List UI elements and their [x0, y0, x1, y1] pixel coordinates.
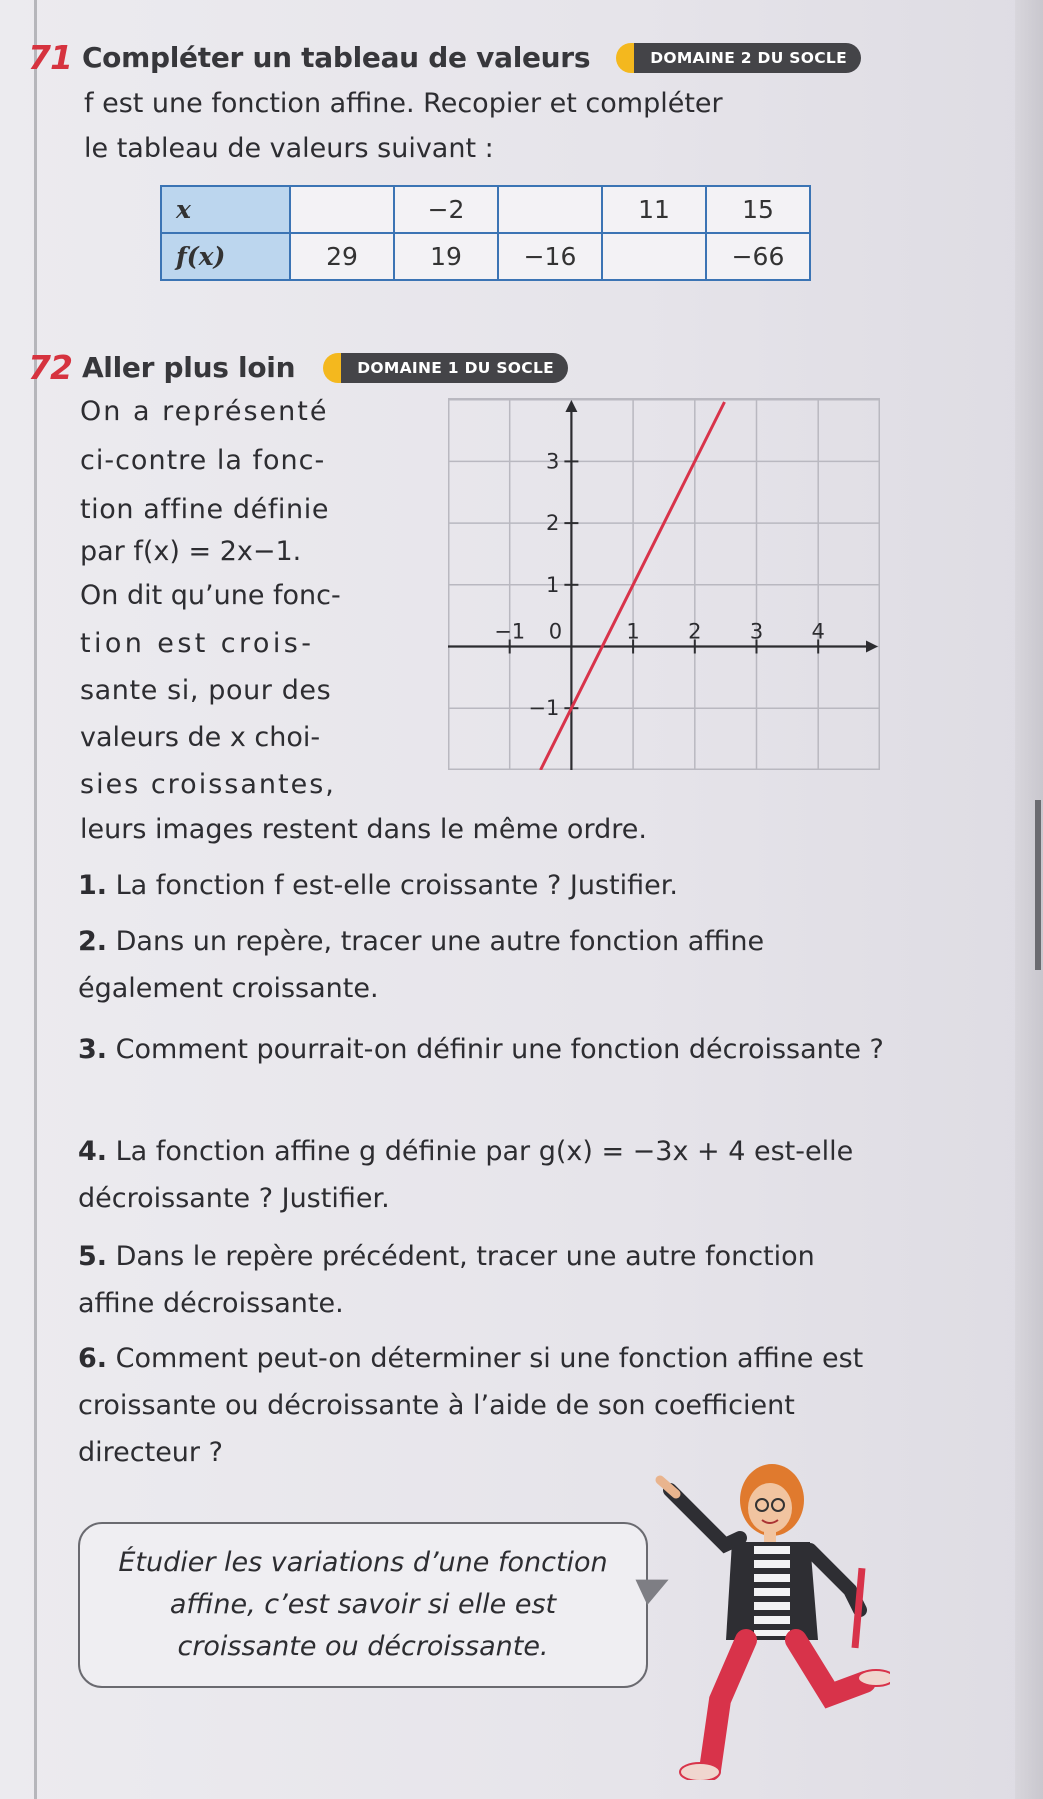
- question-5: [78, 1233, 888, 1327]
- question-number: 4.: [78, 1136, 108, 1167]
- left-margin-rule: [34, 0, 37, 1799]
- intro-line: sies croissantes,: [80, 769, 336, 800]
- question-2: [78, 918, 888, 1012]
- question-text: Dans un repère, tracer une autre fonction affine également croissante.: [78, 926, 765, 1004]
- intro-line: valeurs de x choi-: [80, 722, 321, 753]
- question-number: 6.: [78, 1343, 108, 1374]
- exercise-72-badge: [323, 353, 568, 383]
- student-character-illustration: [650, 1450, 890, 1780]
- question-1: [78, 862, 888, 909]
- question-text: Comment pourrait-on définir une fonction décroissante ?: [115, 1034, 884, 1065]
- question-number: 1.: [78, 870, 108, 901]
- exercise-71-badge: [616, 43, 861, 73]
- question-number: 2.: [78, 926, 108, 957]
- table-cell: 11: [602, 186, 706, 233]
- table-cell: −2: [394, 186, 498, 233]
- graph-grid: [448, 398, 880, 770]
- exercise-71-header: [28, 38, 861, 77]
- x-tick-label: 1: [626, 619, 640, 644]
- question-text: La fonction f est-elle croissante ? Justifier.: [115, 870, 678, 901]
- question-text: Dans le repère précédent, tracer une autre fonction affine décroissante.: [78, 1241, 815, 1319]
- speech-bubble-text: [80, 1542, 646, 1668]
- exercise-72-number: 72: [28, 348, 72, 387]
- question-text: Comment peut-on déterminer si une fonction affine est croissante ou décroissante à l’aide de son coefficient directeur ?: [78, 1343, 864, 1468]
- question-number: 3.: [78, 1034, 108, 1065]
- table-cell: [290, 186, 394, 233]
- y-tick-label: 3: [546, 449, 560, 474]
- graph-border: [449, 399, 880, 770]
- table-cell: −66: [706, 233, 810, 280]
- intro-line: tion affine définie: [80, 494, 330, 525]
- bubble-line: Étudier les variations d’une fonction: [118, 1547, 608, 1578]
- y-tick-label: 1: [546, 572, 560, 597]
- y-tick-label: −1: [528, 696, 560, 721]
- speech-bubble: [78, 1522, 648, 1688]
- table-row-fx: [161, 233, 810, 280]
- table-header-x: x: [161, 186, 290, 233]
- x-tick-label: −1: [494, 619, 526, 644]
- question-text: La fonction affine g définie par g(x) = −3x + 4 est-elle décroissante ? Justifier.: [78, 1136, 854, 1214]
- table-cell: −16: [498, 233, 602, 280]
- y-tick-label: 2: [546, 511, 560, 536]
- exercise-71-intro-1: f est une fonction affine. Recopier et compléter: [84, 88, 723, 119]
- table-cell: 19: [394, 233, 498, 280]
- x-tick-label: 4: [811, 619, 825, 644]
- table-header-fx: f(x): [161, 233, 290, 280]
- question-4: [78, 1128, 888, 1222]
- bubble-line: affine, c’est savoir si elle est: [169, 1589, 557, 1620]
- table-cell: [602, 233, 706, 280]
- x-tick-label: 0: [548, 619, 563, 644]
- exercise-72-header: [28, 348, 568, 387]
- exercise-71-title: Compléter un tableau de valeurs: [81, 41, 591, 74]
- intro-line: tion est crois-: [80, 628, 315, 659]
- y-axis-arrow-icon: [565, 400, 577, 412]
- intro-line: ci-contre la fonc-: [80, 445, 326, 476]
- badge-label: DOMAINE 1 DU SOCLE: [341, 353, 568, 383]
- table-cell: [498, 186, 602, 233]
- margin-marker: [1035, 800, 1041, 970]
- question-number: 5.: [78, 1241, 108, 1272]
- table-row-x: [161, 186, 810, 233]
- intro-line: On dit qu’une fonc-: [80, 580, 341, 611]
- intro-line-formula: par f(x) = 2x−1.: [80, 536, 302, 567]
- values-table: [160, 185, 811, 281]
- exercise-72-title: Aller plus loin: [81, 351, 296, 384]
- function-graph: [448, 398, 880, 770]
- badge-label: DOMAINE 2 DU SOCLE: [634, 43, 861, 73]
- x-tick-label: 2: [688, 619, 702, 644]
- table-cell: 15: [706, 186, 810, 233]
- bubble-line: croissante ou décroissante.: [177, 1631, 549, 1662]
- x-axis-arrow-icon: [866, 641, 878, 653]
- exercise-71-number: 71: [28, 38, 72, 77]
- x-tick-label: 3: [749, 619, 764, 644]
- intro-line: sante si, pour des: [80, 675, 332, 706]
- intro-line: On a représenté: [80, 396, 329, 427]
- question-3: [78, 1026, 888, 1073]
- intro-line-full: leurs images restent dans le même ordre.: [80, 814, 647, 845]
- table-cell: 29: [290, 233, 394, 280]
- exercise-71-intro-2: le tableau de valeurs suivant :: [84, 133, 494, 164]
